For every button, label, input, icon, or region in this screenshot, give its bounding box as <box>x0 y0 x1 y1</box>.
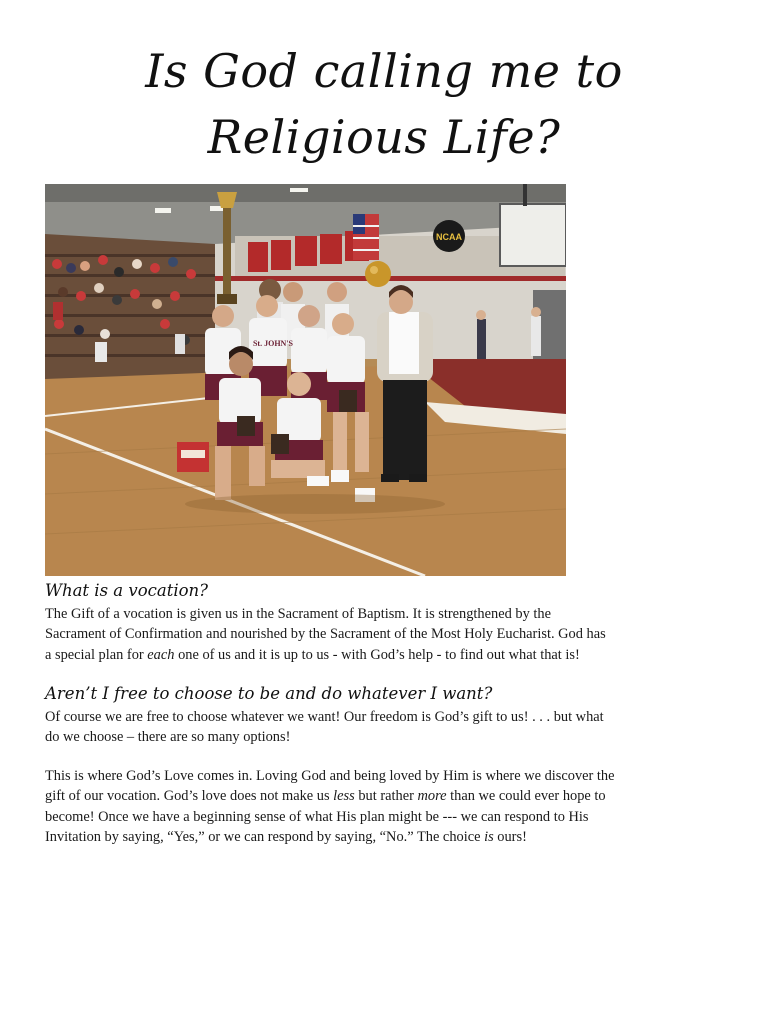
vocation-line-2: Sacrament of Confirmation and nourished by the Sacrament of the Most Holy Eucharist. God has <box>45 626 606 643</box>
love-line-4b: ours! <box>493 828 527 845</box>
title-line-1: Is God calling me to <box>145 44 623 98</box>
title-line-2: Religious Life? <box>207 110 561 164</box>
love-line-2c: than we could ever hope to <box>446 788 606 805</box>
team-photo <box>45 184 566 576</box>
vocation-line-3b: one of us and it is up to us - with God’s help - to find out what that is! <box>174 646 580 663</box>
page-title <box>0 38 768 170</box>
love-emphasis-less: less <box>333 788 355 805</box>
freedom-line-2: do we choose – there are so many options! <box>45 729 291 746</box>
freedom-heading: Aren’t I free to choose to be and do whatever I want? <box>45 684 493 703</box>
love-line-2a: gift of our vocation. God’s love does not make us <box>45 788 334 805</box>
love-line-2b: but rather <box>354 788 418 805</box>
jersey-text: St. JOHN'S <box>252 339 294 348</box>
love-line-3: become! Once we have a beginning sense of what His plan might be --- we can respond to His <box>45 808 589 825</box>
vocation-paragraph <box>45 604 735 665</box>
vocation-emphasis-each: each <box>147 646 175 663</box>
love-paragraph <box>45 766 735 847</box>
love-line-1: This is where God’s Love comes in. Loving God and being loved by Him is where we discover the <box>45 768 615 784</box>
love-emphasis-more: more <box>417 788 447 805</box>
freedom-line-1: Of course we are free to choose whatever we want! Our freedom is God’s gift to us! . . . but what <box>45 709 604 725</box>
love-line-4a: Invitation by saying, “Yes,” or we can respond by saying, “No.” The choice <box>45 828 485 845</box>
love-emphasis-is: is <box>484 828 494 845</box>
ncaa-logo-text: NCAA <box>436 232 462 242</box>
vocation-heading: What is a vocation? <box>45 581 209 600</box>
vocation-line-3a: a special plan for <box>45 646 148 663</box>
vocation-line-1: The Gift of a vocation is given us in the Sacrament of Baptism. It is strengthened by the <box>45 606 551 622</box>
freedom-paragraph <box>45 707 735 748</box>
